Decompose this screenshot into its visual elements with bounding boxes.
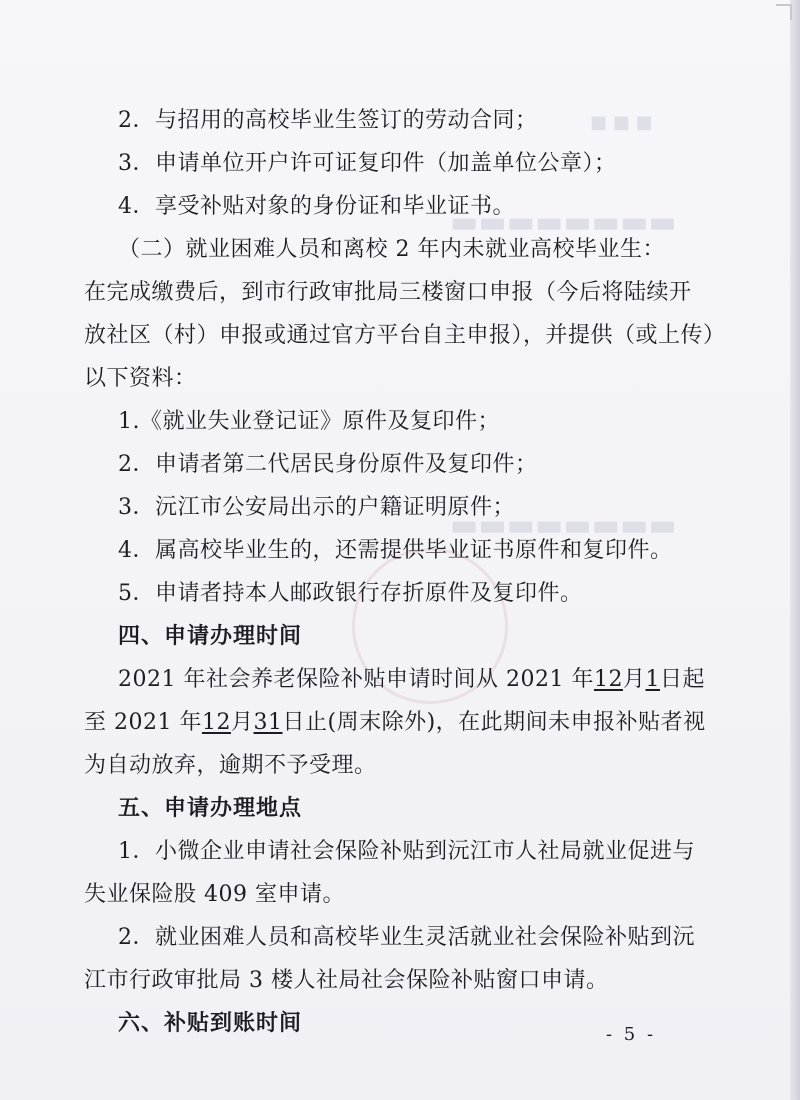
month-value: 12: [201, 710, 231, 735]
list-item: 4．属高校毕业生的，还需提供毕业证书原件和复印件。: [118, 538, 673, 563]
section-heading-location: 五、申请办理地点: [118, 796, 303, 821]
paragraph-line: 在完成缴费后，到市行政审批局三楼窗口申报（今后将陆续开: [84, 280, 692, 305]
list-item: 3．沅江市公安局出示的户籍证明原件；: [118, 495, 515, 520]
section-heading-time: 四、申请办理时间: [118, 624, 303, 649]
list-item: 1.《就业失业登记证》原件及复印件；: [118, 409, 500, 434]
text-run: 2021 年社会养老保险补贴申请时间从 2021 年: [118, 667, 594, 692]
list-item: 2．申请者第二代居民身份原件及复印件；: [118, 452, 538, 477]
subsection-title: （二）就业困难人员和离校 2 年内未就业高校毕业生：: [118, 237, 665, 262]
paragraph-line: 放社区（村）申报或通过官方平台自主申报），并提供（或上传）: [84, 323, 726, 348]
text-run: 月: [230, 710, 254, 735]
paragraph-line: 江市行政审批局 3 楼人社局社会保险补贴窗口申请。: [84, 968, 609, 993]
bleed-through: ▬▬▬▬▬▬▬▬: [450, 205, 677, 240]
text-run: 日止(周末除外)，在此期间未申报补贴者视: [282, 710, 706, 735]
page-edge: [790, 0, 800, 1100]
page-corner: [776, 4, 792, 20]
paragraph-line: 1．小微企业申请社会保险补贴到沅江市人社局就业促进与: [118, 839, 695, 864]
paragraph-line: [118, 662, 705, 693]
day-value: 31: [253, 710, 283, 735]
text-run: 至 2021 年: [84, 710, 202, 735]
paragraph-line: 以下资料：: [84, 366, 197, 391]
list-item: 3．申请单位开户许可证复印件（加盖单位公章）；: [118, 151, 617, 176]
bleed-through: ■ ■ ■: [590, 112, 653, 133]
text-run: 月: [622, 667, 646, 692]
section-heading-arrival: 六、补贴到账时间: [118, 1011, 303, 1036]
page-number: - 5 -: [606, 1024, 657, 1045]
paragraph-line: 失业保险股 409 室申请。: [84, 882, 345, 907]
text-run: 日起: [659, 667, 705, 692]
list-item: 4．享受补贴对象的身份证和毕业证书。: [118, 194, 515, 219]
list-item: 5．申请者持本人邮政银行存折原件及复印件。: [118, 581, 583, 606]
bleed-through: ▬▬▬▬▬▬▬▬: [450, 508, 677, 543]
list-item: 2．与招用的高校毕业生签订的劳动合同；: [118, 108, 538, 133]
paragraph-line: [84, 705, 706, 736]
month-value: 12: [593, 667, 623, 692]
paragraph-line: 为自动放弃，逾期不予受理。: [84, 753, 377, 778]
day-value: 1: [645, 667, 660, 692]
paragraph-line: 2．就业困难人员和高校毕业生灵活就业社会保险补贴到沅: [118, 925, 695, 950]
